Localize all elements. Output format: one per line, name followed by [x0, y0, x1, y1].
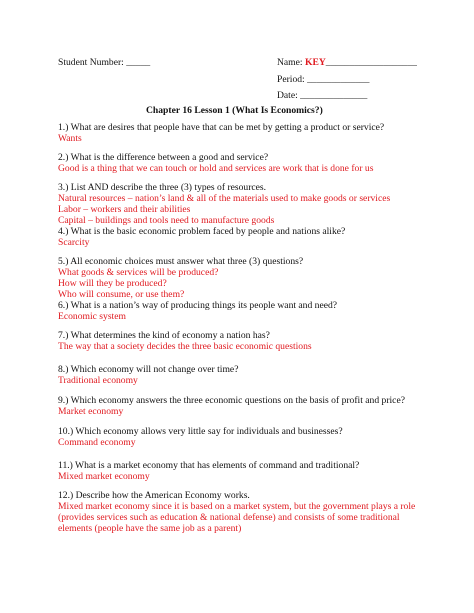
name-label: Name:	[277, 57, 303, 68]
answer-5-line-2: How will they be produced?	[58, 278, 167, 289]
answer-3-line-2: Labor – workers and their abilities	[58, 204, 191, 215]
answer-12-line-2: (provides services such as education & national defense) and consists of some traditional	[58, 512, 400, 523]
answer-10: Command economy	[58, 437, 136, 448]
answer-4: Scarcity	[58, 237, 90, 248]
answer-11: Mixed market economy	[58, 471, 150, 482]
period-field: Period: _____________	[277, 74, 370, 85]
name-key: KEY	[304, 57, 326, 68]
question-10: 10.) Which economy allows very little say for individuals and businesses?	[58, 426, 343, 437]
answer-5-line-1: What goods & services will be produced?	[58, 267, 219, 278]
question-12: 12.) Describe how the American Economy works.	[58, 490, 250, 501]
answer-6: Economic system	[58, 311, 126, 322]
answer-1: Wants	[58, 133, 82, 144]
question-7: 7.) What determines the kind of economy a nation has?	[58, 330, 270, 341]
question-2: 2.) What is the difference between a good and service?	[58, 152, 269, 163]
name-field	[277, 57, 417, 68]
answer-3-line-1: Natural resources – nation’s land & all of the materials used to make goods or services	[58, 193, 391, 204]
name-blank: ___________________	[325, 57, 417, 68]
answer-12-line-1: Mixed market economy since it is based on a market system, but the government plays a role	[58, 501, 416, 512]
question-9: 9.) Which economy answers the three economic questions on the basis of profit and price?	[58, 395, 405, 406]
question-11: 11.) What is a market economy that has elements of command and traditional?	[58, 460, 360, 471]
answer-9: Market economy	[58, 406, 124, 417]
question-4: 4.) What is the basic economic problem faced by people and nations alike?	[58, 226, 346, 237]
answer-7: The way that a society decides the three basic economic questions	[58, 341, 312, 352]
answer-2: Good is a thing that we can touch or hold and services are work that is done for us	[58, 163, 374, 174]
question-5: 5.) All economic choices must answer what three (3) questions?	[58, 256, 304, 267]
date-field: Date: ______________	[277, 90, 368, 101]
page-title: Chapter 16 Lesson 1 (What Is Economics?)	[146, 105, 323, 116]
answer-8: Traditional economy	[58, 375, 138, 386]
question-3: 3.) List AND describe the three (3) types of resources.	[58, 182, 267, 193]
question-8: 8.) Which economy will not change over time?	[58, 364, 239, 375]
answer-12-line-3: elements (people have the same job as a parent)	[58, 523, 242, 534]
question-1: 1.) What are desires that people have that can be met by getting a product or service?	[58, 122, 385, 133]
question-6: 6.) What is a nation’s way of producing things its people want and need?	[58, 300, 338, 311]
student-number-field: Student Number: _____	[58, 57, 151, 68]
answer-5-line-3: Who will consume, or use them?	[58, 289, 185, 300]
answer-3-line-3: Capital – buildings and tools need to manufacture goods	[58, 215, 275, 226]
